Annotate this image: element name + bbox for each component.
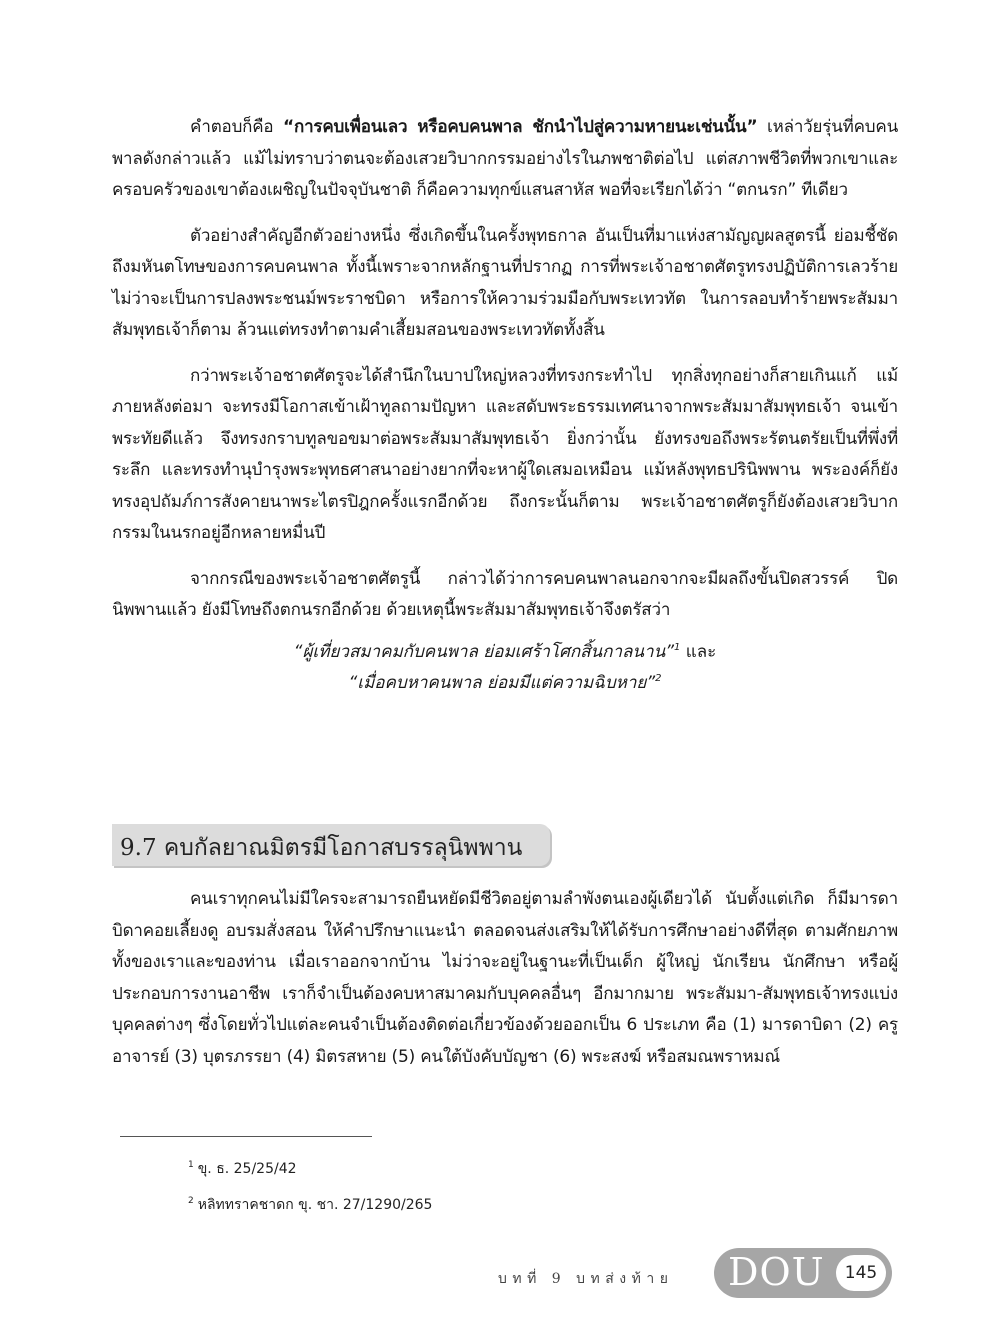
footnote-2 [188, 1194, 432, 1216]
page-number: 145 [836, 1255, 886, 1291]
paragraph-1-lead: คำตอบก็คือ [190, 117, 284, 137]
quote-1 [112, 637, 898, 668]
footnote-1-number: 1 [188, 1160, 194, 1170]
footnote-2-text: หลิททราคชาดก ขุ. ชา. 27/1290/265 [197, 1197, 433, 1213]
footnote-divider [120, 1136, 372, 1137]
paragraph-2: ตัวอย่างสำคัญอีกตัวอย่างหนึ่ง ซึ่งเกิดขึ้นในครั้งพุทธกาล อันเป็นที่มาแห่งสามัญญผลสูตรนี้ ย่อมชี้ชัดถึงมหันตโทษของการคบคนพาล ทั้งนี้เพราะจากหลักฐานที่ปรากฏ การที่พระเจ้าอชาตศัตรูทรงปฏิบัติการเลวร้าย ไม่ว่าจะเป็นการปลงพระชนม์พระราชบิดา หรือการให้ความร่วมมือกับพระเทวทัต ในการลอบทำร้ายพระสัมมาสัมพุทธเจ้าก็ตาม ล้วนแต่ทรงทำตามคำเสี้ยมสอนของพระเทวทัตทั้งสิ้น [112, 225, 898, 340]
paragraph-1 [112, 112, 898, 207]
section-body [112, 884, 898, 1073]
main-content [112, 112, 898, 699]
page-badge [714, 1248, 892, 1298]
section-title: 9.7 คบกัลยาณมิตรมีโอกาสบรรลุนิพพาน [120, 835, 523, 861]
paragraph-1-emphasis: “การคบเพื่อนเลว หรือคบคนพาล ชักนำไปสู่ความหายนะเช่นนั้น” [283, 117, 758, 137]
quote-2 [112, 668, 898, 699]
paragraph-3: กว่าพระเจ้าอชาตศัตรูจะได้สำนึกในบาปใหญ่หลวงที่ทรงกระทำไป ทุกสิ่งทุกอย่างก็สายเกินแก้ แม้ภายหลังต่อมา จะทรงมีโอกาสเข้าเฝ้าทูลถามปัญหา และสดับพระธรรมเทศนาจากพระสัมมาสัมพุทธเจ้า จนเข้าพระทัยดีแล้ว จึงทรงกราบทูลขอขมาต่อพระสัมมาสัมพุทธเจ้า ยิ่งกว่านั้น ยังทรงขอถึงพระรัตนตรัยเป็นที่พึ่งที่ระลึก และทรงทำนุบำรุงพระพุทธศาสนาอย่างยากที่จะหาผู้ใดเสมอเหมือน แม้หลังพุทธปรินิพพาน พระองค์ก็ยังทรงอุปถัมภ์การสังคายนาพระไตรปิฎกครั้งแรกอีกด้วย ถึงกระนั้นก็ตาม พระเจ้าอชาตศัตรูก็ยังต้องเสวยวิบากกรรมในนรกอยู่อีกหลายหมื่นปี [112, 365, 898, 543]
quote-1-tail: และ [680, 641, 717, 662]
footnote-1 [188, 1158, 297, 1180]
quote-1-text: “ผู้เที่ยวสมาคมกับคนพาล ย่อมเศร้าโศกสิ้นกาลนาน” [293, 641, 675, 662]
quote-2-text: “เมื่อคบหาคนพาล ย่อมมีแต่ความฉิบหาย” [348, 672, 656, 693]
section-heading-box [112, 824, 550, 866]
quotes-block [112, 637, 898, 699]
footnote-ref-1[interactable]: 1 [674, 641, 681, 653]
footnote-2-number: 2 [188, 1196, 194, 1206]
footnote-ref-2[interactable]: 2 [655, 672, 662, 684]
dou-logo: DOU [728, 1250, 825, 1294]
chapter-footer: บทที่ 9 บทส่งท้าย [498, 1271, 674, 1287]
footnote-1-text: ขุ. ธ. 25/25/42 [197, 1161, 297, 1177]
section-paragraph: คนเราทุกคนไม่มีใครจะสามารถยืนหยัดมีชีวิตอยู่ตามลำพังตนเองผู้เดียวได้ นับตั้งแต่เกิด ก็มีมารดาบิดาคอยเลี้ยงดู อบรมสั่งสอน ให้คำปรึกษาแนะนำ ตลอดจนส่งเสริมให้ได้รับการศึกษาอย่างดีที่สุด ตามศักยภาพทั้งของเราและของท่าน เมื่อเราออกจากบ้าน ไม่ว่าจะอยู่ในฐานะที่เป็นเด็ก ผู้ใหญ่ นักเรียน นักศึกษา หรือผู้ประกอบการงานอาชีพ เราก็จำเป็นต้องคบหาสมาคมกับบุคคลอื่นๆ อีกมากมาย พระสัมมา-สัมพุทธเจ้าทรงแบ่งบุคคลต่างๆ ซึ่งโดยทั่วไปแต่ละคนจำเป็นต้องติดต่อเกี่ยวข้องด้วยออกเป็น 6 ประเภท คือ (1) มารดาบิดา (2) ครูอาจารย์ (3) บุตรภรรยา (4) มิตรสหาย (5) คนใต้บังคับบัญชา (6) พระสงฆ์ หรือสมณพราหมณ์ [112, 889, 898, 1067]
paragraph-4: จากกรณีของพระเจ้าอชาตศัตรูนี้ กล่าวได้ว่าการคบคนพาลนอกจากจะมีผลถึงขั้นปิดสวรรค์ ปิดนิพพานแล้ว ยังมีโทษถึงตกนรกอีกด้วย ด้วยเหตุนี้พระสัมมาสัมพุทธเจ้าจึงตรัสว่า [112, 568, 898, 620]
paragraph-1-rest: เหล่าวัยรุ่นที่คบคนพาลดังกล่าวแล้ว แม้ไม่ทราบว่าตนจะต้องเสวยวิบากกรรมอย่างไรในภพชาติต่อไป แต่สภาพชีวิตที่พวกเขาและครอบครัวของเขาต้องเผชิญในปัจจุบันชาติ ก็คือความทุกข์แสนสาหัส พอที่จะเรียกได้ว่า “ตกนรก” ทีเดียว [112, 117, 898, 200]
